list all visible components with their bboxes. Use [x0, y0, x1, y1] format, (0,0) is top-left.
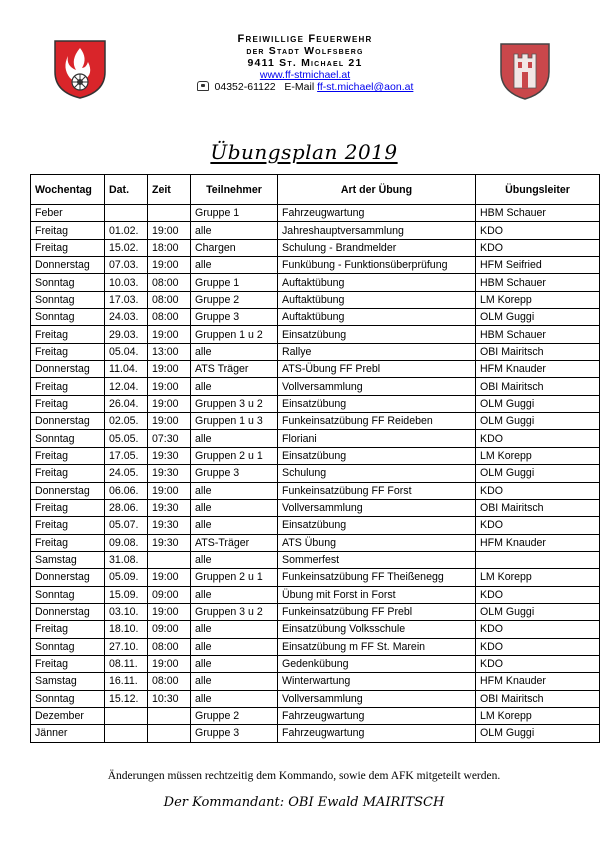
- table-cell: Gruppen 1 u 2: [191, 326, 278, 343]
- table-cell: OLM Guggi: [476, 395, 600, 412]
- table-cell: 27.10.: [105, 638, 148, 655]
- table-cell: HFM Knauder: [476, 534, 600, 551]
- table-cell: Samstag: [31, 551, 105, 568]
- table-cell: Funkeinsatzübung FF Theißenegg: [278, 569, 476, 586]
- table-cell: [105, 707, 148, 724]
- table-cell: Gruppen 3 u 2: [191, 603, 278, 620]
- training-schedule-table: [30, 174, 600, 743]
- table-cell: alle: [191, 222, 278, 239]
- table-cell: 19:00: [148, 655, 191, 672]
- email-link[interactable]: ff-st.michael@aon.at: [317, 81, 414, 93]
- table-cell: Gruppen 1 u 3: [191, 413, 278, 430]
- table-row: [31, 257, 600, 274]
- table-row: [31, 378, 600, 395]
- table-row: [31, 326, 600, 343]
- table-cell: 15.09.: [105, 586, 148, 603]
- table-cell: KDO: [476, 638, 600, 655]
- table-cell: Einsatzübung: [278, 326, 476, 343]
- table-cell: KDO: [476, 222, 600, 239]
- table-row: [31, 725, 600, 742]
- table-cell: alle: [191, 586, 278, 603]
- table-cell: 19:30: [148, 465, 191, 482]
- table-cell: Funkeinsatzübung FF Prebl: [278, 603, 476, 620]
- table-cell: Auftaktübung: [278, 309, 476, 326]
- table-cell: HBM Schauer: [476, 274, 600, 291]
- table-cell: Freitag: [31, 239, 105, 256]
- table-row: [31, 534, 600, 551]
- table-row: [31, 673, 600, 690]
- table-cell: 18.10.: [105, 621, 148, 638]
- table-cell: Einsatzübung: [278, 447, 476, 464]
- table-row: [31, 274, 600, 291]
- table-cell: alle: [191, 621, 278, 638]
- table-cell: Samstag: [31, 673, 105, 690]
- table-cell: Gruppe 3: [191, 725, 278, 742]
- table-row: [31, 569, 600, 586]
- table-cell: OBI Mairitsch: [476, 690, 600, 707]
- table-cell: 19:00: [148, 413, 191, 430]
- table-cell: Gruppen 2 u 1: [191, 569, 278, 586]
- table-cell: Funkeinsatzübung FF Forst: [278, 482, 476, 499]
- table-cell: Auftaktübung: [278, 291, 476, 308]
- table-cell: OBI Mairitsch: [476, 378, 600, 395]
- column-header: Teilnehmer: [191, 175, 278, 205]
- table-cell: alle: [191, 690, 278, 707]
- table-row: [31, 655, 600, 672]
- column-header: Wochentag: [31, 175, 105, 205]
- table-header-row: [31, 175, 600, 205]
- table-cell: Einsatzübung Volksschule: [278, 621, 476, 638]
- table-cell: alle: [191, 517, 278, 534]
- table-cell: 07.03.: [105, 257, 148, 274]
- table-cell: 15.02.: [105, 239, 148, 256]
- table-cell: Donnerstag: [31, 569, 105, 586]
- table-cell: Sonntag: [31, 690, 105, 707]
- table-cell: Freitag: [31, 378, 105, 395]
- table-cell: OBI Mairitsch: [476, 343, 600, 360]
- table-cell: 05.05.: [105, 430, 148, 447]
- table-cell: 05.07.: [105, 517, 148, 534]
- table-row: [31, 551, 600, 568]
- table-cell: [148, 205, 191, 222]
- table-cell: LM Korepp: [476, 291, 600, 308]
- table-cell: Freitag: [31, 447, 105, 464]
- table-cell: KDO: [476, 482, 600, 499]
- table-cell: Sonntag: [31, 586, 105, 603]
- table-cell: 08.11.: [105, 655, 148, 672]
- table-cell: Freitag: [31, 395, 105, 412]
- table-cell: KDO: [476, 239, 600, 256]
- table-cell: 24.05.: [105, 465, 148, 482]
- table-row: [31, 517, 600, 534]
- change-notice: Änderungen müssen rechtzeitig dem Kommando, sowie dem AFK mitgeteilt werden.: [107, 770, 501, 782]
- table-cell: 19:00: [148, 361, 191, 378]
- table-cell: Übung mit Forst in Forst: [278, 586, 476, 603]
- contact-line: [150, 81, 460, 93]
- table-cell: 24.03.: [105, 309, 148, 326]
- table-row: [31, 482, 600, 499]
- table-cell: 03.10.: [105, 603, 148, 620]
- table-cell: Freitag: [31, 465, 105, 482]
- table-cell: alle: [191, 378, 278, 395]
- table-cell: LM Korepp: [476, 569, 600, 586]
- table-row: [31, 447, 600, 464]
- table-cell: HFM Seifried: [476, 257, 600, 274]
- column-header: Übungsleiter: [476, 175, 600, 205]
- table-cell: Jahreshauptversammlung: [278, 222, 476, 239]
- table-cell: Donnerstag: [31, 482, 105, 499]
- table-cell: Gruppe 3: [191, 309, 278, 326]
- table-cell: Chargen: [191, 239, 278, 256]
- table-row: [31, 205, 600, 222]
- table-cell: 12.04.: [105, 378, 148, 395]
- page-title: Übungsplan 2019: [210, 140, 398, 164]
- table-cell: Donnerstag: [31, 361, 105, 378]
- table-cell: Sommerfest: [278, 551, 476, 568]
- table-cell: 08:00: [148, 638, 191, 655]
- table-cell: 05.04.: [105, 343, 148, 360]
- table-cell: alle: [191, 673, 278, 690]
- table-cell: alle: [191, 343, 278, 360]
- table-cell: KDO: [476, 517, 600, 534]
- table-cell: 05.09.: [105, 569, 148, 586]
- table-cell: Gruppe 2: [191, 707, 278, 724]
- table-cell: 08:00: [148, 274, 191, 291]
- table-cell: 02.05.: [105, 413, 148, 430]
- table-cell: KDO: [476, 621, 600, 638]
- table-cell: [105, 725, 148, 742]
- table-cell: Einsatzübung m FF St. Marein: [278, 638, 476, 655]
- table-cell: ATS-Übung FF Prebl: [278, 361, 476, 378]
- table-cell: Floriani: [278, 430, 476, 447]
- table-cell: Donnerstag: [31, 603, 105, 620]
- table-cell: OLM Guggi: [476, 465, 600, 482]
- table-row: [31, 603, 600, 620]
- table-cell: OLM Guggi: [476, 603, 600, 620]
- table-cell: 19:30: [148, 534, 191, 551]
- table-row: [31, 621, 600, 638]
- table-cell: KDO: [476, 586, 600, 603]
- table-cell: Sonntag: [31, 430, 105, 447]
- table-cell: 09.08.: [105, 534, 148, 551]
- organization-info: [150, 33, 460, 93]
- table-cell: Gruppe 1: [191, 274, 278, 291]
- phone-number: 04352-61122: [214, 81, 276, 93]
- table-cell: alle: [191, 257, 278, 274]
- table-cell: Rallye: [278, 343, 476, 360]
- table-cell: alle: [191, 551, 278, 568]
- table-cell: 19:00: [148, 395, 191, 412]
- table-cell: 19:30: [148, 499, 191, 516]
- table-cell: Auftaktübung: [278, 274, 476, 291]
- table-cell: Freitag: [31, 499, 105, 516]
- table-cell: Einsatzübung: [278, 395, 476, 412]
- table-cell: Freitag: [31, 534, 105, 551]
- table-cell: 13:00: [148, 343, 191, 360]
- table-row: [31, 395, 600, 412]
- table-cell: Freitag: [31, 222, 105, 239]
- table-cell: Fahrzeugwartung: [278, 725, 476, 742]
- table-row: [31, 690, 600, 707]
- column-header: Art der Übung: [278, 175, 476, 205]
- table-cell: Fahrzeugwartung: [278, 707, 476, 724]
- table-cell: Freitag: [31, 655, 105, 672]
- town-crest-icon: [497, 40, 553, 102]
- table-cell: Sonntag: [31, 309, 105, 326]
- table-cell: Vollversammlung: [278, 499, 476, 516]
- table-row: [31, 309, 600, 326]
- table-cell: Vollversammlung: [278, 690, 476, 707]
- table-cell: Sonntag: [31, 638, 105, 655]
- table-row: [31, 239, 600, 256]
- table-cell: 11.04.: [105, 361, 148, 378]
- table-cell: Dezember: [31, 707, 105, 724]
- org-subname: der Stadt Wolfsberg: [246, 45, 364, 57]
- table-cell: Freitag: [31, 326, 105, 343]
- table-cell: 28.06.: [105, 499, 148, 516]
- table-cell: Freitag: [31, 621, 105, 638]
- table-cell: Sonntag: [31, 274, 105, 291]
- table-cell: [148, 707, 191, 724]
- table-cell: [476, 551, 600, 568]
- table-cell: 19:30: [148, 447, 191, 464]
- table-cell: Fahrzeugwartung: [278, 205, 476, 222]
- table-cell: 19:00: [148, 569, 191, 586]
- table-cell: 07:30: [148, 430, 191, 447]
- column-header: Dat.: [105, 175, 148, 205]
- table-cell: LM Korepp: [476, 447, 600, 464]
- org-address: 9411 St. Michael 21: [247, 57, 363, 69]
- commander-signature: Der Kommandant: OBI Ewald MAIRITSCH: [163, 795, 445, 810]
- table-cell: Gruppe 2: [191, 291, 278, 308]
- table-cell: Funkübung - Funktionsüberprüfung: [278, 257, 476, 274]
- table-cell: Donnerstag: [31, 257, 105, 274]
- table-row: [31, 586, 600, 603]
- table-cell: HBM Schauer: [476, 326, 600, 343]
- table-row: [31, 361, 600, 378]
- table-row: [31, 291, 600, 308]
- table-cell: 08:00: [148, 309, 191, 326]
- table-cell: ATS Übung: [278, 534, 476, 551]
- table-row: [31, 465, 600, 482]
- table-cell: alle: [191, 655, 278, 672]
- org-name: Freiwillige Feuerwehr: [237, 33, 373, 45]
- table-cell: Gruppe 1: [191, 205, 278, 222]
- table-row: [31, 499, 600, 516]
- table-cell: Feber: [31, 205, 105, 222]
- table-cell: KDO: [476, 655, 600, 672]
- table-cell: OBI Mairitsch: [476, 499, 600, 516]
- email-label: E-Mail: [284, 81, 315, 93]
- table-row: [31, 343, 600, 360]
- table-cell: OLM Guggi: [476, 725, 600, 742]
- table-row: [31, 222, 600, 239]
- table-cell: 19:00: [148, 482, 191, 499]
- table-cell: Schulung - Brandmelder: [278, 239, 476, 256]
- column-header: Zeit: [148, 175, 191, 205]
- table-cell: [105, 205, 148, 222]
- table-cell: HFM Knauder: [476, 673, 600, 690]
- table-cell: 10:30: [148, 690, 191, 707]
- table-cell: Gruppen 2 u 1: [191, 447, 278, 464]
- table-cell: OLM Guggi: [476, 309, 600, 326]
- table-cell: 17.05.: [105, 447, 148, 464]
- table-cell: alle: [191, 482, 278, 499]
- table-cell: ATS Träger: [191, 361, 278, 378]
- table-cell: 26.04.: [105, 395, 148, 412]
- table-cell: 19:00: [148, 257, 191, 274]
- table-cell: Winterwartung: [278, 673, 476, 690]
- table-cell: 16.11.: [105, 673, 148, 690]
- table-cell: 19:00: [148, 378, 191, 395]
- table-row: [31, 413, 600, 430]
- table-cell: Schulung: [278, 465, 476, 482]
- table-cell: alle: [191, 430, 278, 447]
- table-cell: 31.08.: [105, 551, 148, 568]
- table-cell: HFM Knauder: [476, 361, 600, 378]
- table-cell: [148, 551, 191, 568]
- table-cell: Freitag: [31, 517, 105, 534]
- website-link[interactable]: www.ff-stmichael.at: [259, 69, 351, 81]
- table-cell: [148, 725, 191, 742]
- table-cell: OLM Guggi: [476, 413, 600, 430]
- table-row: [31, 638, 600, 655]
- table-cell: 06.06.: [105, 482, 148, 499]
- table-cell: 17.03.: [105, 291, 148, 308]
- table-cell: 01.02.: [105, 222, 148, 239]
- table-cell: 19:00: [148, 222, 191, 239]
- table-cell: KDO: [476, 430, 600, 447]
- table-cell: 08:00: [148, 291, 191, 308]
- table-cell: Gruppe 3: [191, 465, 278, 482]
- table-row: [31, 707, 600, 724]
- table-cell: Donnerstag: [31, 413, 105, 430]
- table-cell: 18:00: [148, 239, 191, 256]
- table-cell: Gruppen 3 u 2: [191, 395, 278, 412]
- table-cell: HBM Schauer: [476, 205, 600, 222]
- table-cell: 19:00: [148, 603, 191, 620]
- table-cell: Funkeinsatzübung FF Reideben: [278, 413, 476, 430]
- table-cell: ATS-Träger: [191, 534, 278, 551]
- table-cell: Einsatzübung: [278, 517, 476, 534]
- letterhead: [0, 30, 608, 100]
- table-cell: Freitag: [31, 343, 105, 360]
- table-cell: 09:00: [148, 621, 191, 638]
- table-cell: Sonntag: [31, 291, 105, 308]
- table-cell: 09:00: [148, 586, 191, 603]
- table-cell: 19:30: [148, 517, 191, 534]
- table-cell: 19:00: [148, 326, 191, 343]
- table-row: [31, 430, 600, 447]
- table-cell: Jänner: [31, 725, 105, 742]
- firefighter-emblem-icon: [52, 38, 108, 100]
- table-cell: alle: [191, 638, 278, 655]
- table-cell: Vollversammlung: [278, 378, 476, 395]
- table-cell: 15.12.: [105, 690, 148, 707]
- table-cell: 29.03.: [105, 326, 148, 343]
- table-cell: alle: [191, 499, 278, 516]
- table-cell: LM Korepp: [476, 707, 600, 724]
- table-cell: 10.03.: [105, 274, 148, 291]
- table-cell: 08:00: [148, 673, 191, 690]
- phone-icon: [197, 81, 209, 91]
- table-cell: Gedenkübung: [278, 655, 476, 672]
